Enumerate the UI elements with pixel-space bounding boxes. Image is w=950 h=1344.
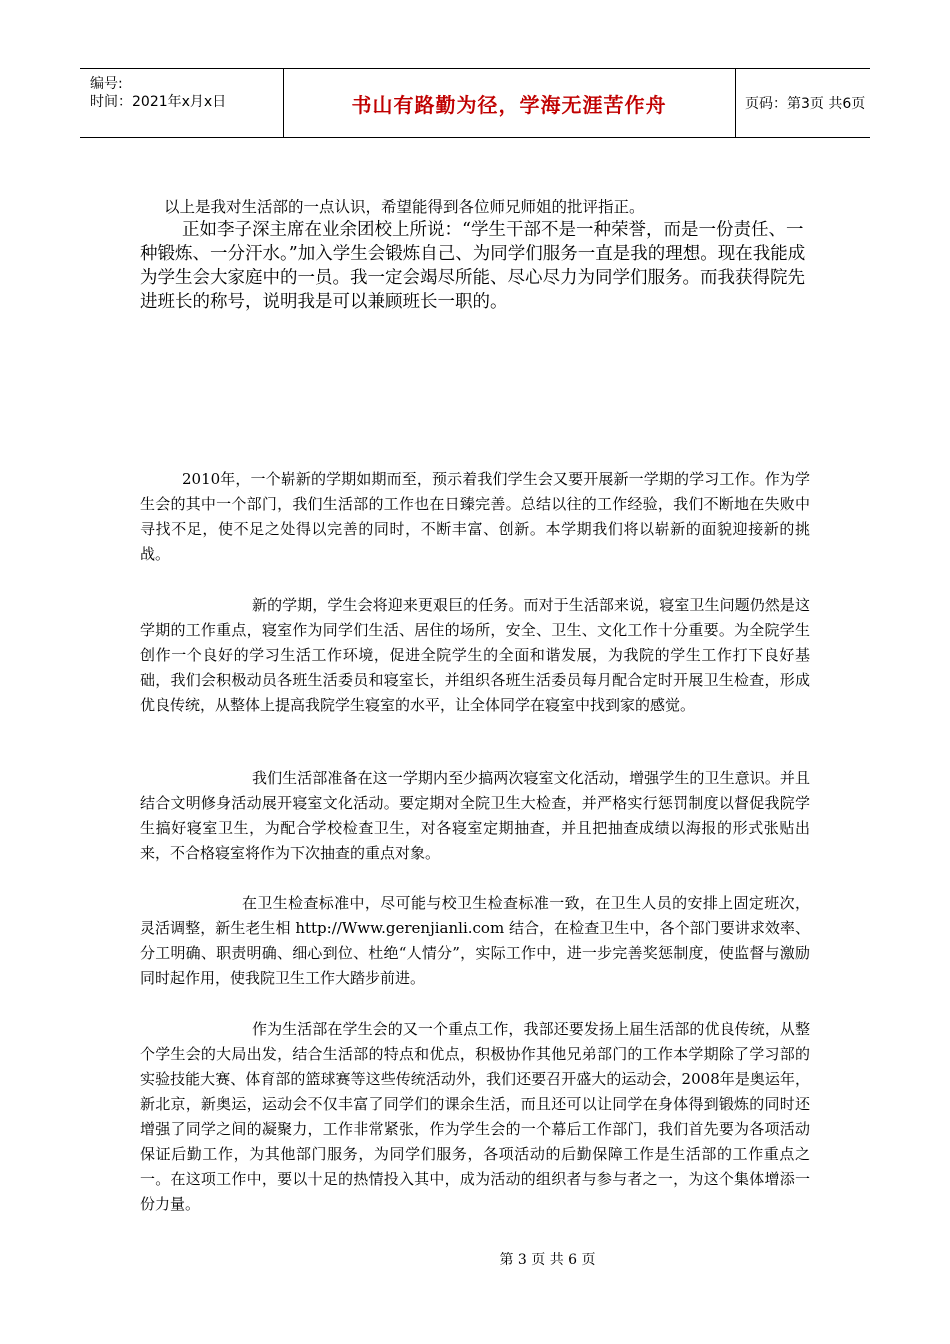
paragraph-closing-remark: 以上是我对生活部的一点认识，希望能得到各位师兄师姐的批评指正。 [164,198,645,216]
paragraph-intro: 2010年，一个崭新的学期如期而至，预示着我们学生会又要开展新一学期的学习工作。作为学生会的其中一个部门，我们生活部的工作也在日臻完善。总结以往的工作经验，我们不断地在失败中寻找不足，使不足之处得以完善的同时，不断丰富、创新。本学期我们将以崭新的面貌迎接新的挑战。 [140,470,810,563]
header-motto: 书山有路勤为径，学海无涯苦作舟 [283,69,736,137]
document-number-label: 编号: [90,76,123,92]
header-meta [80,69,284,137]
page-footer: 第 3 页 共 6 页 [499,1252,596,1268]
header-page-number: 页码：第3页 共6页 [745,96,866,112]
document-time-label: 时间：2021年x月x日 [90,94,227,110]
paragraph-logistics: 作为生活部在学生会的又一个重点工作，我部还要发扬上届生活部的优良传统，从整个学生会的大局出发，结合生活部的特点和优点，积极协作其他兄弟部门的工作本学期除了学习部的实验技能大赛、体育部的篮球赛等这些传统活动外，我们还要召开盛大的运动会，2008年是奥运年，新北京，新奥运，运动会不仅丰富了同学们的课余生活，而且还可以让同学在身体得到锻炼的同时还增强了同学之间的凝聚力，工作非常紧张，作为学生会的一个幕后工作部门，我们首先要为各项活动保证后勤工作，为其他部门服务，为同学们服务，各项活动的后勤保障工作是生活部的工作重点之一。在这项工作中，要以十足的热情投入其中，成为活动的组织者与参与者之一，为这个集体增添一份力量。 [140,1020,810,1213]
paragraph-dorm-hygiene: 新的学期，学生会将迎来更艰巨的任务。而对于生活部来说，寝室卫生问题仍然是这学期的工作重点，寝室作为同学们生活、居住的场所，安全、卫生、文化工作十分重要。为全院学生创作一个良好的学习生活工作环境，促进全院学生的全面和谐发展，为我院的学生工作打下良好基础，我们会积极动员各班生活委员和寝室长，并组织各班生活委员每月配合定时开展卫生检查，形成优良传统，从整体上提高我院学生寝室的水平，让全体同学在寝室中找到家的感觉。 [140,596,810,714]
paragraph-inspection-standard: 在卫生检查标准中，尽可能与校卫生检查标准一致，在卫生人员的安排上固定班次，灵活调整，新生老生相 http://Www.gerenjianli.com 结合，在检查卫生中，各个部门要讲求效率、分工明确、职责明确、细心到位、杜绝“人情分”，实际工作中，进一步完善奖惩制度，使监督与激励同时起作用，使我院卫生工作大踏步前进。 [140,894,810,987]
paragraph-quote: 正如李子深主席在业余团校上所说：“学生干部不是一种荣誉，而是一份责任、一种锻炼、一分汗水。”加入学生会锻炼自己、为同学们服务一直是我的理想。现在我能成为学生会大家庭中的一员。我一定会竭尽所能、尽心尽力为同学们服务。而我获得院先进班长的称号，说明我是可以兼顾班长一职的。 [140,220,806,312]
page-header [80,68,870,138]
paragraph-dorm-culture: 我们生活部准备在这一学期内至少搞两次寝室文化活动，增强学生的卫生意识。并且结合文明修身活动展开寝室文化活动。要定期对全院卫生大检查，并严格实行惩罚制度以督促我院学生搞好寝室卫生，为配合学校检查卫生，对各寝室定期抽查，并且把抽查成绩以海报的形式张贴出来，不合格寝室将作为下次抽查的重点对象。 [140,769,810,862]
